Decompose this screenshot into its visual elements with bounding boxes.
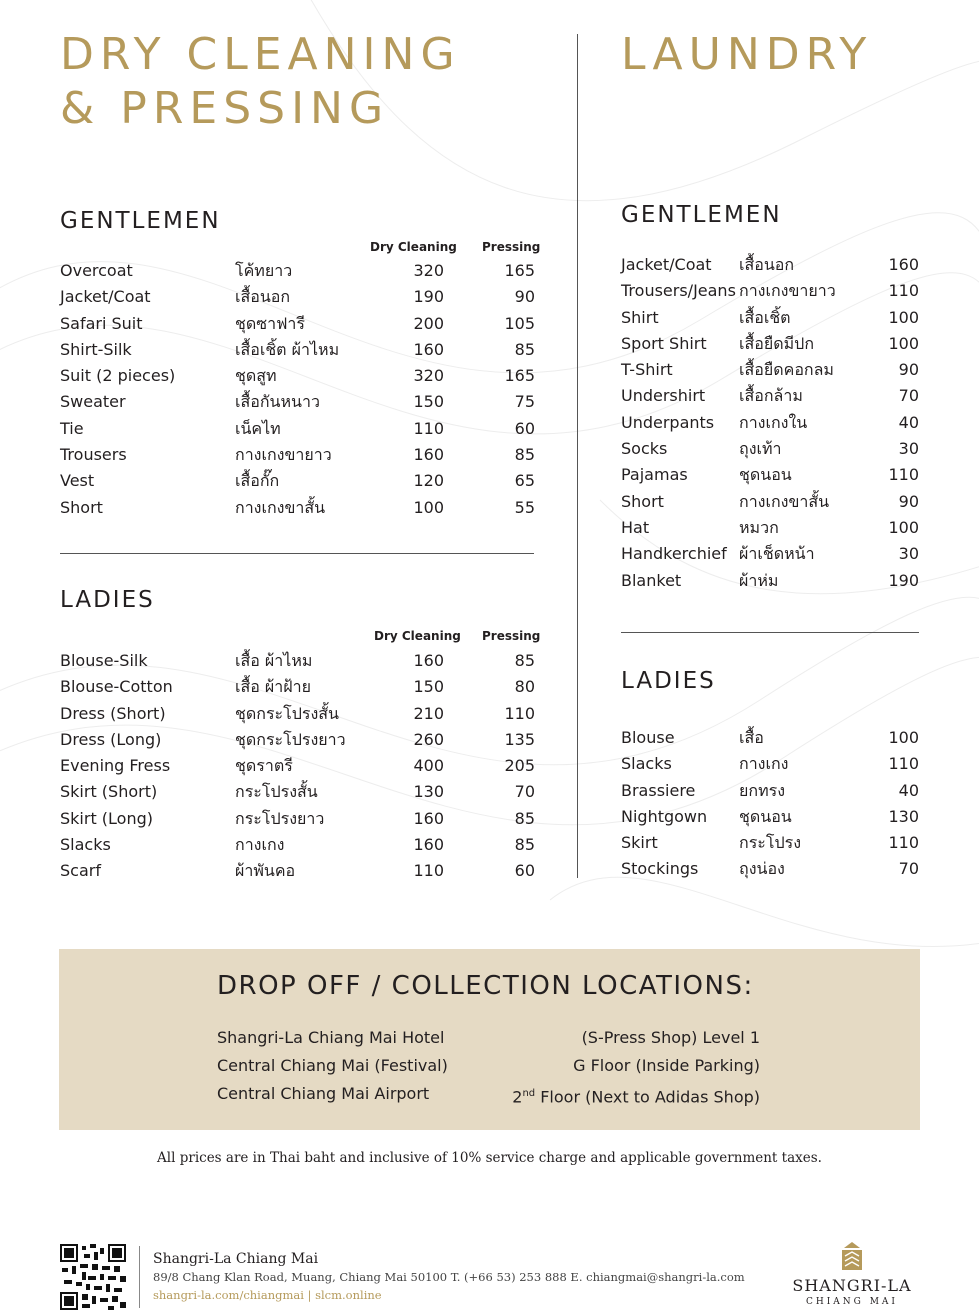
item-name-th: เสื้อนอก [739, 255, 795, 274]
item-name-en: Safari Suit [60, 313, 143, 333]
item-name-th: ชุดนอน [739, 465, 792, 485]
price-row [621, 515, 919, 541]
item-name-th: ชุดซาฟารี [235, 313, 305, 333]
dry-gentlemen-title: GENTLEMEN [60, 208, 221, 234]
dry-cleaning-price: 190 [413, 287, 444, 307]
pressing-price: 65 [514, 471, 535, 491]
item-name-th: เสื้อยืดมีปก [739, 333, 814, 353]
laundry-price: 100 [888, 517, 919, 537]
pressing-price: 85 [514, 339, 535, 359]
item-name-en: Vest [60, 471, 95, 491]
hotel-name: Shangri-La Chiang Mai [153, 1251, 319, 1267]
price-row [621, 725, 919, 751]
location-name: Central Chiang Mai Airport [217, 1084, 430, 1103]
dry-ladies-col-press: Pressing [482, 629, 541, 643]
dry-gentlemen-list [60, 258, 535, 521]
dry-cleaning-price: 160 [413, 835, 444, 855]
item-name-en: Blouse [621, 728, 675, 747]
item-name-en: Blouse-Cotton [60, 677, 173, 697]
shangri-la-mark-icon [840, 1242, 864, 1272]
price-row [60, 806, 535, 832]
item-name-th: กางเกง [739, 754, 789, 774]
price-row [621, 357, 919, 383]
item-name-en: Slacks [60, 835, 111, 855]
item-name-en: Skirt [621, 833, 658, 853]
item-name-en: Shirt [621, 307, 659, 327]
item-name-th: เสื้อ ผ้าฝ้าย [235, 677, 312, 697]
laundry-price: 100 [888, 728, 919, 747]
price-row [60, 311, 535, 337]
laundry-price: 160 [888, 255, 919, 274]
location-detail: 2nd Floor (Next to Adidas Shop) [512, 1087, 760, 1107]
pressing-price: 85 [514, 651, 535, 670]
laundry-gentlemen-title: GENTLEMEN [621, 202, 782, 228]
hotel-address: 89/8 Chang Klan Road, Muang, Chiang Mai 50100 T. (+66 53) 253 888 E. chiangmai@shangri-la.com [153, 1270, 745, 1284]
dry-cleaning-price: 260 [413, 729, 444, 749]
item-name-en: Blouse-Silk [60, 651, 148, 670]
pressing-price: 70 [514, 782, 535, 802]
price-row [60, 337, 535, 363]
item-name-en: Slacks [621, 754, 672, 774]
price-row [621, 462, 919, 488]
item-name-th: เสื้อนอก [235, 287, 291, 307]
laundry-price: 90 [898, 491, 919, 511]
dry-gentlemen-col-press: Pressing [482, 240, 541, 254]
pressing-price: 205 [504, 756, 535, 776]
laundry-price: 130 [888, 806, 919, 826]
item-name-th: กระโปรง [739, 833, 802, 853]
item-name-en: Short [60, 497, 103, 517]
item-name-th: กางเกงขาสั้น [739, 491, 830, 511]
price-row [60, 674, 535, 700]
laundry-price: 110 [888, 281, 919, 301]
item-name-th: เสื้อกันหนาว [235, 392, 320, 412]
dry-cleaning-price: 210 [413, 703, 444, 723]
item-name-en: Dress (Short) [60, 703, 166, 723]
dry-cleaning-price: 130 [413, 782, 444, 802]
dropoff-box [59, 949, 920, 1130]
item-name-en: Stockings [621, 859, 699, 879]
price-row [60, 416, 535, 442]
pressing-price: 85 [514, 445, 535, 465]
pressing-price: 55 [514, 497, 535, 517]
location-row [217, 1024, 760, 1052]
pressing-price: 90 [514, 287, 535, 307]
price-row [621, 383, 919, 409]
laundry-price: 100 [888, 307, 919, 327]
item-name-th: เสื้อกั๊ก [235, 471, 280, 491]
item-name-th: หมวก [739, 517, 779, 537]
item-name-th: กางเกงขายาว [739, 281, 836, 301]
dry-cleaning-price: 110 [413, 861, 444, 881]
item-name-en: Tie [60, 418, 84, 438]
item-name-en: Jacket/Coat [621, 255, 712, 274]
price-row [621, 305, 919, 331]
price-row [60, 389, 535, 415]
item-name-en: T-Shirt [621, 360, 673, 380]
column-divider [577, 34, 578, 878]
dry-cleaning-price: 120 [413, 471, 444, 491]
item-name-th: กางเกง [235, 835, 285, 855]
item-name-th: ถุงเท้า [739, 439, 782, 459]
pressing-price: 85 [514, 835, 535, 855]
item-name-en: Evening Fress [60, 756, 171, 776]
logo-city: CHIANG MAI [806, 1297, 898, 1307]
price-row [621, 252, 919, 278]
item-name-th: เสื้อ ผ้าไหม [235, 651, 313, 670]
item-name-en: Overcoat [60, 261, 133, 280]
item-name-en: Sweater [60, 392, 126, 412]
item-name-th: ผ้าพันคอ [235, 861, 296, 881]
section-divider [621, 632, 919, 633]
pressing-price: 105 [504, 313, 535, 333]
pressing-price: 85 [514, 808, 535, 828]
price-row [621, 830, 919, 856]
pressing-price: 165 [504, 261, 535, 280]
dry-cleaning-price: 160 [413, 445, 444, 465]
item-name-th: เสื้อ [739, 728, 764, 747]
item-name-en: Skirt (Short) [60, 782, 158, 802]
location-detail: G Floor (Inside Parking) [573, 1056, 760, 1075]
laundry-price: 110 [888, 465, 919, 485]
item-name-en: Sport Shirt [621, 333, 707, 353]
item-name-th: เสื้อกล้าม [739, 386, 803, 406]
dry-cleaning-price: 150 [413, 677, 444, 697]
price-row [621, 541, 919, 567]
dry-cleaning-price: 160 [413, 339, 444, 359]
pressing-price: 80 [514, 677, 535, 697]
dry-cleaning-title: DRY CLEANING & PRESSING [60, 29, 461, 134]
dry-ladies-title: LADIES [60, 587, 155, 613]
item-name-en: Underpants [621, 412, 715, 432]
dry-ladies-col-dry: Dry Cleaning [374, 629, 461, 643]
item-name-en: Trousers/Jeans [621, 281, 736, 301]
laundry-price: 190 [888, 570, 919, 590]
price-row [60, 727, 535, 753]
price-row [60, 442, 535, 468]
item-name-th: ชุดสูท [235, 366, 277, 386]
item-name-th: โค้ทยาว [235, 261, 293, 280]
price-row [621, 278, 919, 304]
item-name-th: เสื้อเชิ้ต [739, 307, 791, 327]
price-row [621, 331, 919, 357]
item-name-en: Short [621, 491, 664, 511]
item-name-en: Blanket [621, 570, 682, 590]
item-name-th: ชุดราตรี [235, 756, 293, 776]
price-row [621, 856, 919, 882]
laundry-price: 30 [898, 439, 919, 459]
price-row [621, 778, 919, 804]
item-name-th: เสื้อเชิ้ต ผ้าไหม [235, 339, 340, 359]
item-name-th: กระโปรงยาว [235, 808, 325, 828]
price-row [60, 858, 535, 884]
dry-gentlemen-col-dry: Dry Cleaning [370, 240, 457, 254]
item-name-th: กางเกงขายาว [235, 445, 332, 465]
location-name: Central Chiang Mai (Festival) [217, 1056, 448, 1075]
pressing-price: 110 [504, 703, 535, 723]
dry-cleaning-price: 100 [413, 497, 444, 517]
item-name-en: Trousers [60, 445, 127, 465]
dry-cleaning-price: 150 [413, 392, 444, 412]
laundry-price: 40 [898, 412, 919, 432]
price-row [621, 751, 919, 777]
price-row [60, 753, 535, 779]
item-name-th: ชุดนอน [739, 806, 792, 826]
item-name-en: Socks [621, 439, 668, 459]
pressing-price: 60 [514, 418, 535, 438]
laundry-price: 70 [898, 386, 919, 406]
item-name-en: Hat [621, 517, 650, 537]
price-row [60, 495, 535, 521]
price-row [621, 489, 919, 515]
item-name-en: Undershirt [621, 386, 706, 406]
location-row [217, 1052, 760, 1080]
item-name-th: กางเกงขาสั้น [235, 497, 326, 517]
item-name-th: ชุดกระโปรงยาว [235, 729, 346, 749]
price-row [60, 284, 535, 310]
laundry-price: 110 [888, 833, 919, 853]
logo-brand: SHANGRI-LA [792, 1276, 912, 1295]
pressing-price: 165 [504, 366, 535, 386]
section-divider [60, 553, 534, 554]
item-name-en: Pajamas [621, 465, 688, 485]
price-row [621, 804, 919, 830]
item-name-th: ผ้าห่ม [739, 570, 779, 590]
item-name-th: กางเกงใน [739, 412, 808, 432]
qr-code-icon [60, 1244, 126, 1310]
item-name-th: เน็คไท [235, 418, 281, 438]
item-name-en: Scarf [60, 861, 101, 881]
item-name-en: Suit (2 pieces) [60, 366, 176, 386]
dry-cleaning-price: 160 [413, 808, 444, 828]
price-row [60, 648, 535, 674]
price-row [60, 701, 535, 727]
item-name-en: Brassiere [621, 780, 696, 800]
item-name-th: ชุดกระโปรงสั้น [235, 703, 339, 723]
item-name-en: Dress (Long) [60, 729, 162, 749]
laundry-ladies-title: LADIES [621, 668, 716, 694]
item-name-th: ยกทรง [739, 780, 786, 800]
dry-cleaning-price: 110 [413, 418, 444, 438]
location-name: Shangri-La Chiang Mai Hotel [217, 1028, 445, 1047]
item-name-en: Shirt-Silk [60, 339, 132, 359]
item-name-en: Skirt (Long) [60, 808, 154, 828]
price-row [621, 568, 919, 594]
laundry-price: 110 [888, 754, 919, 774]
dropoff-title: DROP OFF / COLLECTION LOCATIONS: [217, 971, 754, 1001]
footer-divider [139, 1246, 140, 1308]
laundry-ladies-list [621, 725, 919, 883]
hotel-website-link[interactable]: shangri-la.com/chiangmai | slcm.online [153, 1288, 382, 1302]
price-row [60, 258, 535, 284]
price-row [60, 468, 535, 494]
item-name-en: Nightgown [621, 806, 708, 826]
dry-cleaning-price: 320 [413, 261, 444, 280]
item-name-en: Jacket/Coat [60, 287, 151, 307]
dry-cleaning-price: 160 [413, 651, 444, 670]
item-name-th: กระโปรงสั้น [235, 782, 318, 802]
item-name-th: เสื้อยืดคอกลม [739, 360, 834, 380]
laundry-price: 40 [898, 780, 919, 800]
dry-cleaning-price: 200 [413, 313, 444, 333]
footer-info [153, 1250, 745, 1304]
price-row [60, 779, 535, 805]
laundry-price: 90 [898, 360, 919, 380]
pressing-price: 60 [514, 861, 535, 881]
pressing-price: 135 [504, 729, 535, 749]
location-row [217, 1080, 760, 1108]
item-name-en: Handkerchief [621, 544, 727, 564]
pressing-price: 75 [514, 392, 535, 412]
laundry-price: 100 [888, 333, 919, 353]
shangri-la-logo [780, 1242, 924, 1308]
item-name-th: ถุงน่อง [739, 859, 785, 879]
dry-ladies-list [60, 648, 535, 885]
laundry-gentlemen-list [621, 252, 919, 594]
price-row [60, 832, 535, 858]
dry-cleaning-price: 320 [413, 366, 444, 386]
laundry-price: 30 [898, 544, 919, 564]
location-detail: (S-Press Shop) Level 1 [581, 1028, 760, 1047]
laundry-title: LAUNDRY [621, 29, 873, 80]
price-row [621, 436, 919, 462]
price-row [621, 410, 919, 436]
item-name-th: ผ้าเช็ดหน้า [739, 544, 815, 564]
dry-cleaning-price: 400 [413, 756, 444, 776]
laundry-price: 70 [898, 859, 919, 879]
price-row [60, 363, 535, 389]
price-note: All prices are in Thai baht and inclusive of 10% service charge and applicable government taxes. [157, 1150, 822, 1166]
